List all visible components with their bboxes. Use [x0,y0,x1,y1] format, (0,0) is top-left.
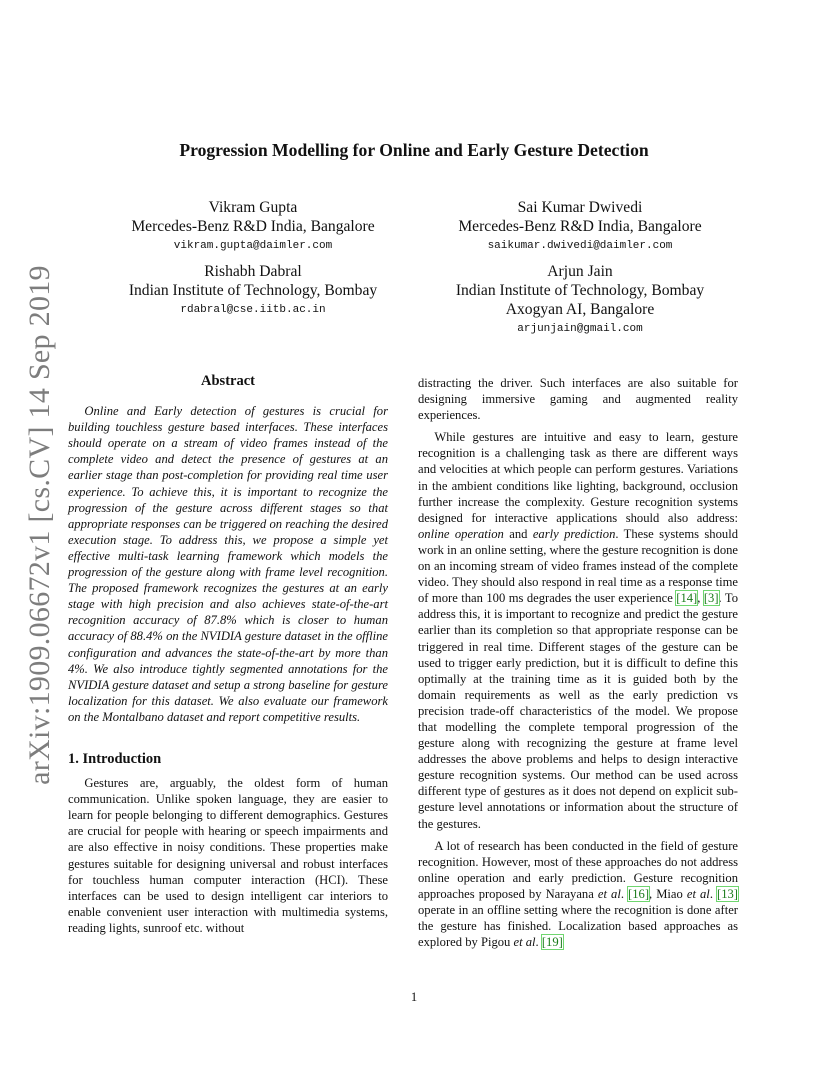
author-name: Rishabh Dabral [204,263,302,280]
text-run: , Miao [649,886,687,901]
author-block-3 [93,262,413,320]
citation-link-19[interactable]: [19] [541,935,563,950]
author-affiliation: Indian Institute of Technology, Bombay [128,282,378,299]
introduction-paragraph: Gestures are, arguably, the oldest form of human communication. Unlike spoken language, they are easier to learn for people belonging to different demographics. Gestures are crucial for people with hearing or speech impairments and are also effective in noisy conditions. These properties make gestures suitable for designing universal and robust interfaces for touchless human computer interaction (HCI). These interfaces can be used to design intelligent car interiors to enable convenient user interaction with multimedia systems, reading lights, sunroof etc. without [68,776,388,935]
right-column [418,375,738,950]
text-run: A lot of research has been conducted in the field of gesture recognition. However, most of these approaches do not address online operation and early prediction. Gesture recognition approaches proposed by Narayana [418,838,738,901]
emphasis-et-al: et al [513,935,536,950]
emphasis-early-prediction: early prediction [532,526,616,541]
left-column [68,373,388,936]
author-affiliation-secondary: Axogyan AI, Bangalore [505,301,655,318]
abstract-heading: Abstract [201,373,255,389]
body-paragraph-3 [418,838,738,951]
introduction-heading: 1. Introduction [68,750,162,767]
author-block-4 [420,262,740,339]
text-run: . These systems should work in an online setting, where the gesture recognition is done on an incoming stream of video frames instead of the complete video. They should also respond in real time as a response time of more than 100 ms degrades the user experience [418,526,739,606]
citation-link-16[interactable]: [16] [628,886,650,901]
text-run: , [697,591,704,606]
text-run: . [620,886,629,901]
author-name: Sai Kumar Dwivedi [517,199,643,216]
arxiv-identifier-text: arXiv:1909.06672v1 [cs.CV] 14 Sep 2019 [23,265,56,785]
abstract-text: Online and Early detection of gestures is crucial for building touchless gesture based interfaces. These interfaces should operate on a stream of video frames instead of the complete video and detect the presence of gestures at an earlier stage than post-completion for providing real time user experience. To achieve this, it is important to recognize the progression of the gesture across different stages so that appropriate responses can be triggered on reaching the desired execution stage. To address this, we propose a simple yet effective multi-task learning framework which models the progression of the gesture along with frame level recognition. The proposed framework recognizes the gestures at an early stage with high precision and also achieves state-of-the-art recognition accuracy of 87.8% which is closer to human accuracy of 88.4% on the NVIDIA gesture dataset in the offline configuration and advances the state-of-the-art by more than 4%. We also introduce tightly segmented annotations for the NVIDIA gesture dataset and setup a strong baseline for gesture localization for this dataset. We also evaluate our framework on the Montalbano dataset and report competitive results. [68,404,388,724]
author-name: Arjun Jain [547,263,613,280]
author-email[interactable]: rdabral@cse.iitb.ac.in [180,304,326,316]
citation-link-13[interactable]: [13] [717,886,738,901]
paper-title: Progression Modelling for Online and Early Gesture Detection [179,140,649,160]
citation-link-14[interactable]: [14] [676,591,698,606]
text-run: . [709,886,718,901]
author-email[interactable]: saikumar.dwivedi@daimler.com [487,240,673,252]
author-affiliation: Mercedes-Benz R&D India, Bangalore [458,218,702,235]
text-run: While gestures are intuitive and easy to learn, gesture recognition is a challenging task as there are different ways and velocities at which people can perform gestures. Variations in the ambient conditions like lighting, background, occlusion further increase the complexity. Gesture recognition systems designed for interactive applications should also address: [418,430,738,525]
author-block-2 [420,198,740,256]
text-run: and [503,526,533,541]
body-paragraph-2 [418,429,738,831]
emphasis-et-al: et al [597,886,621,901]
author-name: Vikram Gupta [208,199,298,216]
text-run: . [535,935,542,950]
author-affiliation: Indian Institute of Technology, Bombay [455,282,705,299]
author-email[interactable]: vikram.gupta@daimler.com [173,240,333,252]
page-number: 1 [410,990,418,1004]
arxiv-identifier [14,265,66,785]
text-run: . To address this, it is important to recognize and predict the gesture earlier than its completion so that appropriate response can be triggered in real time. Different stages of the gesture can be used to trigger early prediction, but it is difficult to define this optimally at the training time as it is guided both by the domain requirements as well as the early prediction vs precision trade-off characteristics of the model. We propose that modelling the complete temporal progression of the gesture along with recognizing the gesture at frame level addresses the above problems and helps to design interactive gesture recognition systems. Our method can be used across different type of gestures as it does not depend on explicit sub-gesture level annotations or information about the structure of the gestures. [418,591,738,831]
text-run: operate in an offline setting where the recognition is done after the gesture has finished. Localization based approaches as explored by Pigou [418,903,738,950]
emphasis-online-operation: online operation [418,526,504,541]
author-email[interactable]: arjunjain@gmail.com [517,323,643,335]
author-affiliation: Mercedes-Benz R&D India, Bangalore [131,218,375,235]
citation-link-3[interactable]: [3] [703,591,719,606]
body-paragraph-1: distracting the driver. Such interfaces are also suitable for designing immersive gaming and augmented reality experiences. [418,376,738,423]
author-block-1 [93,198,413,256]
emphasis-et-al: et al [686,886,710,901]
